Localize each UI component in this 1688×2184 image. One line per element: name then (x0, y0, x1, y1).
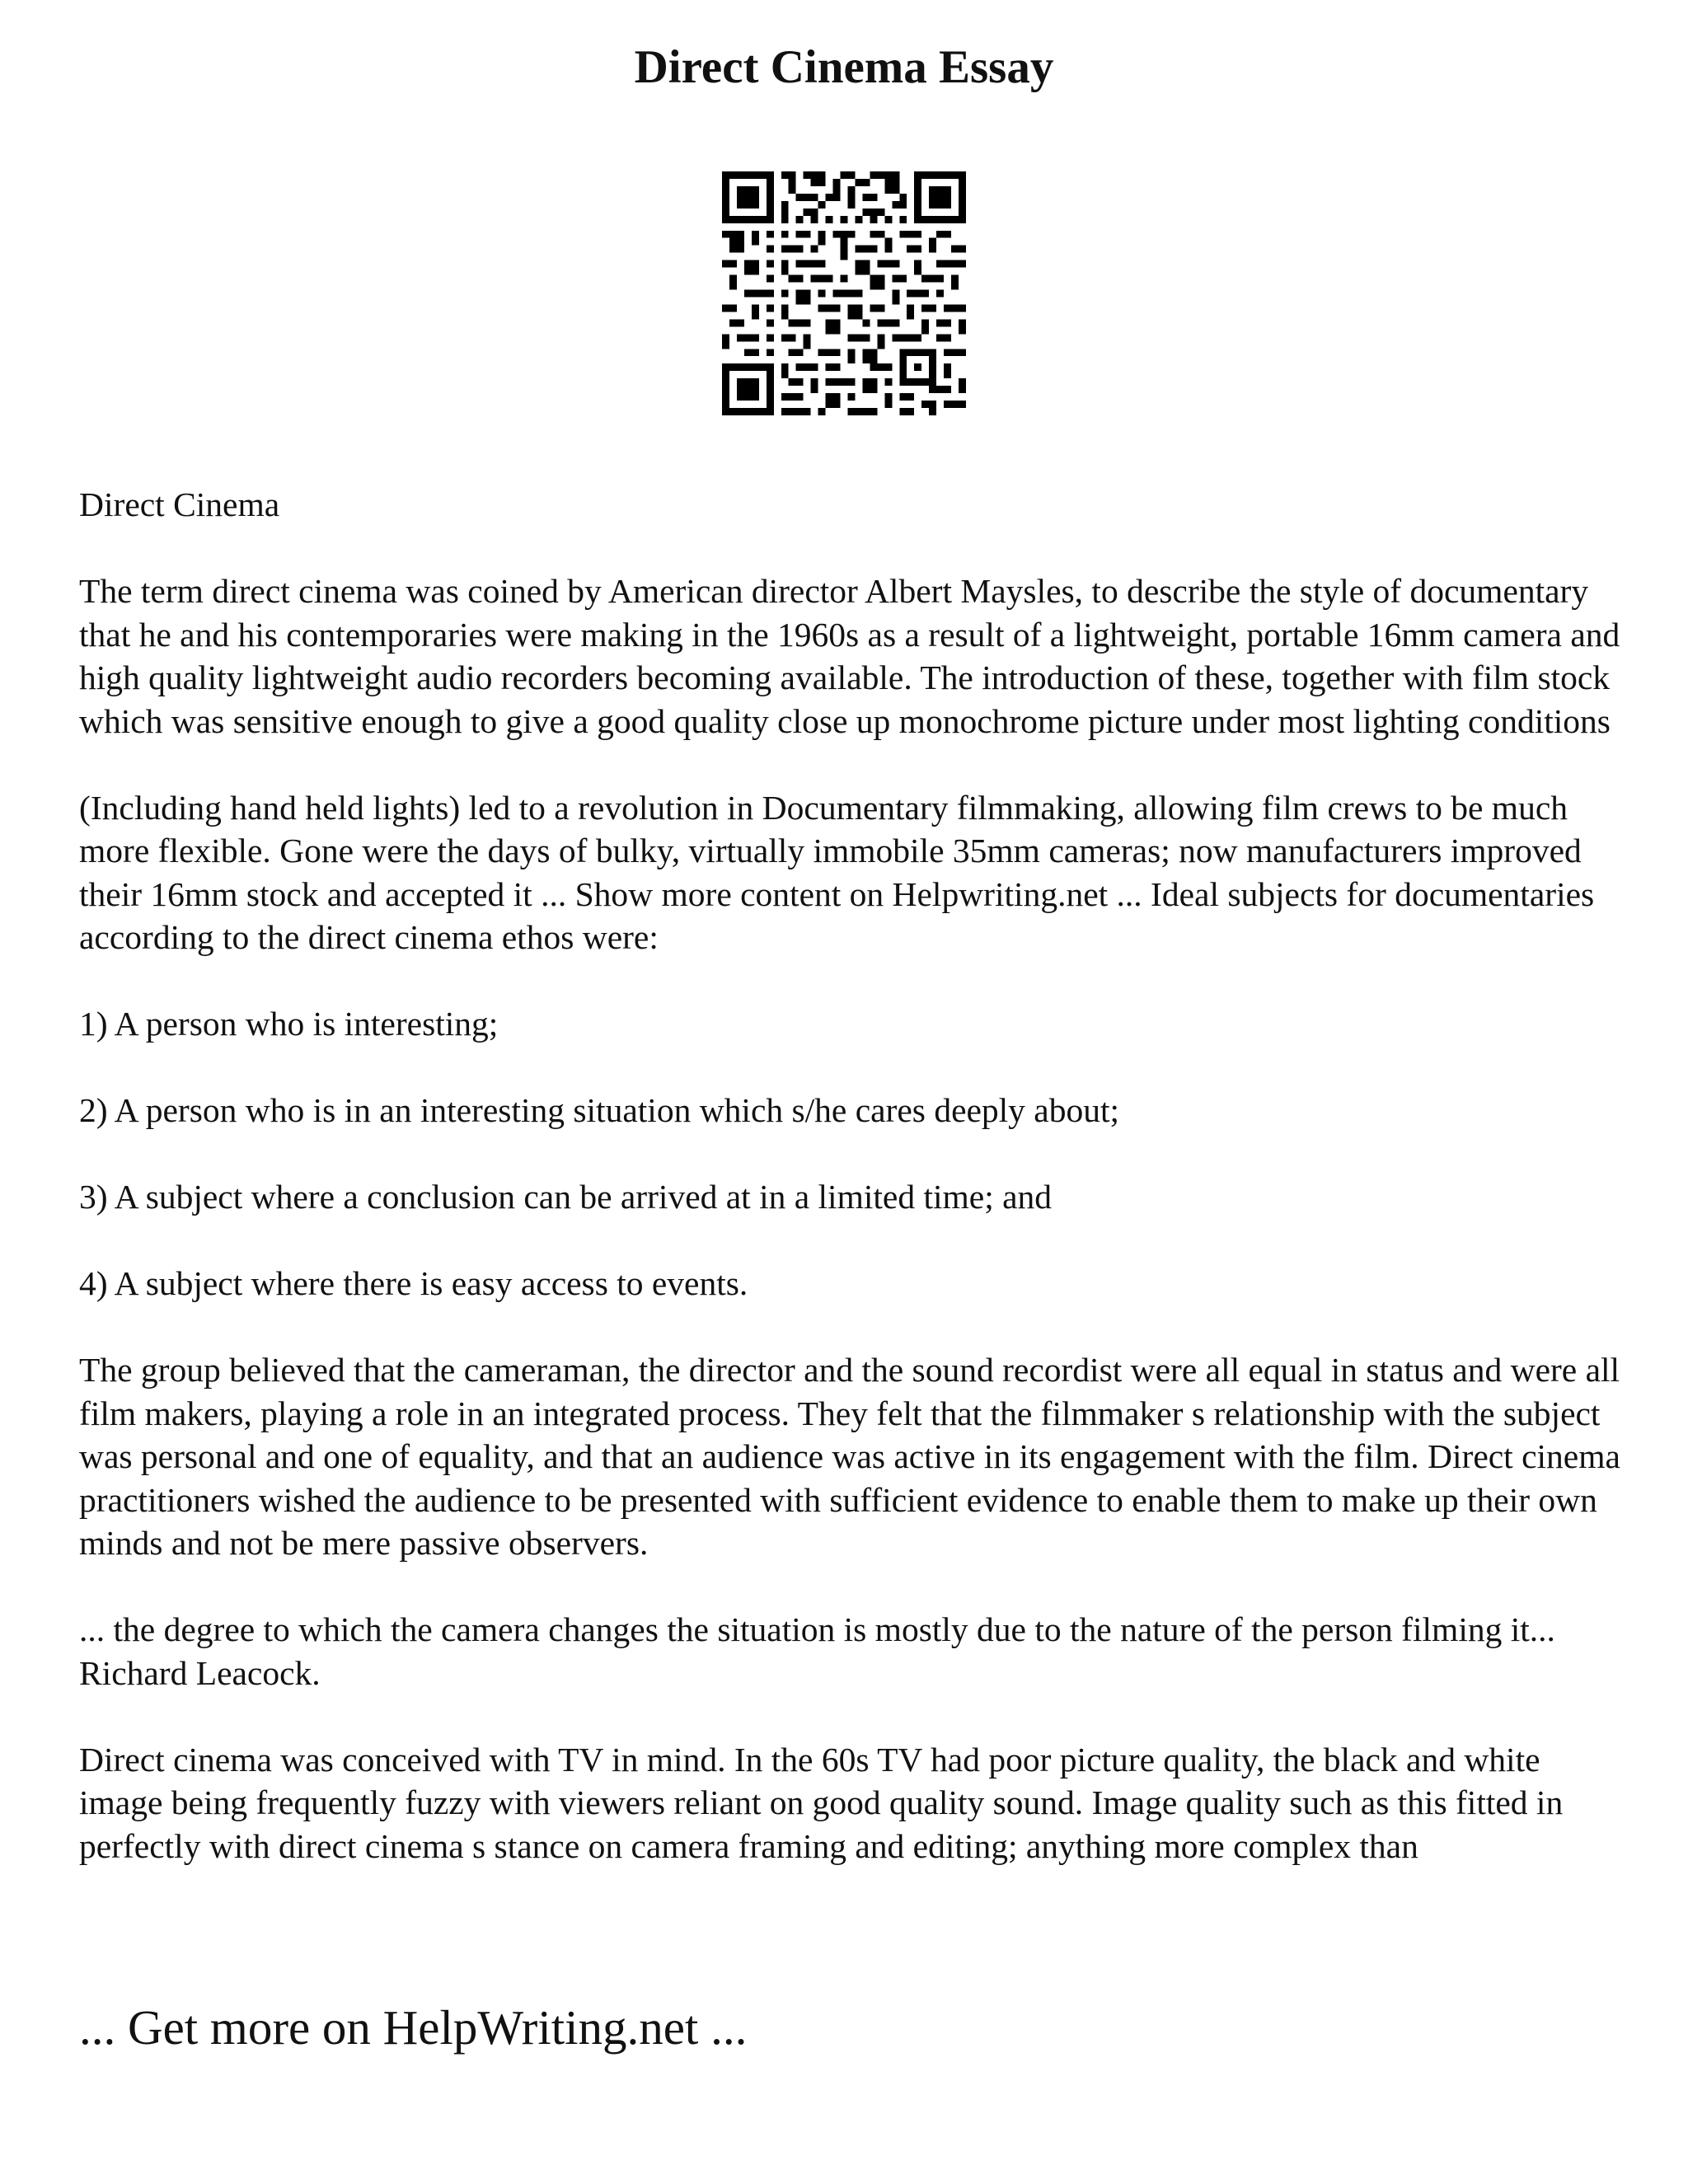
paragraph: Direct cinema was conceived with TV in mind. In the 60s TV had poor picture quality, the black and white image being frequently fuzzy with viewers reliant on good quality sound. Image quality such as this fitted in perfectly with direct cinema s stance on camera framing and editing; anything more complex than (79, 1740, 1564, 1865)
document-title: Direct Cinema Essay (634, 41, 1054, 93)
paragraph: The term direct cinema was coined by American director Albert Maysles, to describe the style of documentary that he and his contemporaries were making in the 1960s as a result of a lightweight, portable 16mm camera and high quality lightweight audio recorders becoming available. The introduction of these, together with film stock which was sensitive enough to give a good quality close up monochrome picture under most lighting conditions (79, 572, 1620, 740)
document-body (79, 483, 1629, 1911)
section-heading: Direct Cinema (79, 485, 280, 523)
list-item: 3) A subject where a conclusion can be arrived at in a limited time; and (79, 1178, 1053, 1216)
paragraph: The group believed that the cameraman, the director and the sound recordist were all equal in status and were all film makers, playing a role in an integrated process. They felt that the filmmaker s relationship with the subject was personal and one of equality, and that an audience was active in its engagement with the film. Direct cinema practitioners wished the audience to be presented with sufficient evidence to enable them to make up their own minds and not be mere passive observers. (79, 1351, 1620, 1562)
quote-paragraph: ... the degree to which the camera changes the situation is mostly due to the nature of the person filming it... Richard Leacock. (79, 1610, 1555, 1692)
qr-code-icon (722, 171, 966, 415)
list-item: 4) A subject where there is easy access to events. (79, 1264, 748, 1302)
list-item: 1) A person who is interesting; (79, 1005, 499, 1043)
list-item: 2) A person who is in an interesting situation which s/he cares deeply about; (79, 1091, 1120, 1129)
paragraph: (Including hand held lights) led to a revolution in Documentary filmmaking, allowing film crews to be much more flexible. Gone were the days of bulky, virtually immobile 35mm cameras; now manufacturers improved their 16mm stock and accepted it ... Show more content on Helpwriting.net ... Ideal subjects for documentaries according to the direct cinema ethos were: (79, 788, 1595, 956)
get-more-link[interactable]: ... Get more on HelpWriting.net ... (79, 2000, 748, 2055)
